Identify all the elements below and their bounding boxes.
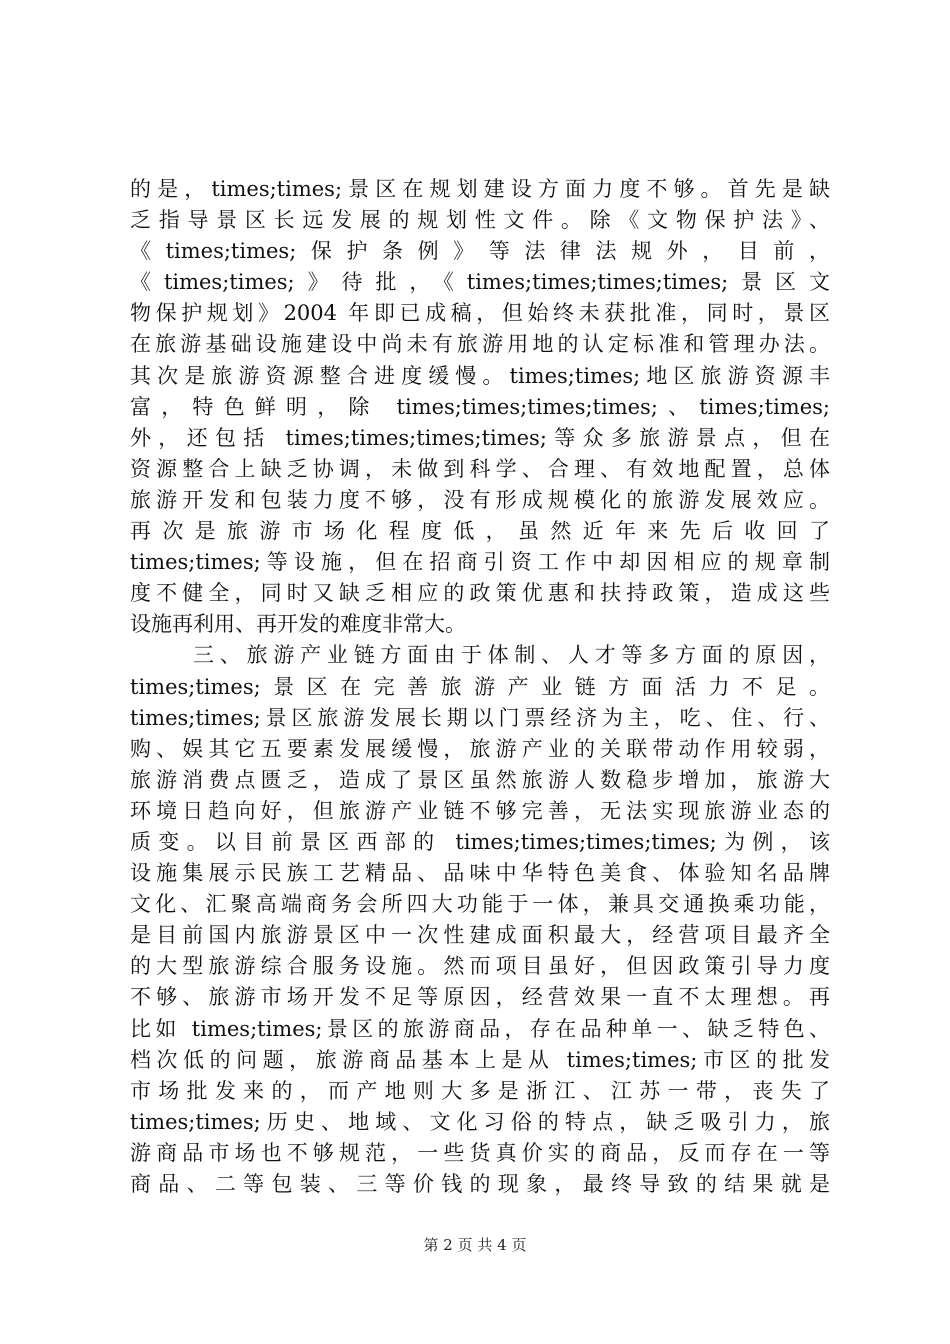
text-line: 旅游开发和包装力度不够，没有形成规模化的旅游发展效应。 <box>130 487 830 512</box>
text-line: 是目前国内旅游景区中一次性建成面积最大，经营项目最齐全 <box>130 923 830 948</box>
text-line: 度不健全，同时又缺乏相应的政策优惠和扶持政策，造成这些 <box>130 581 830 606</box>
text-line: times;times;景区在完善旅游产业链方面活力不足。 <box>130 674 830 699</box>
text-line: 比如 times;times;景区的旅游商品，存在品种单一、缺乏特色、 <box>130 1016 830 1041</box>
text-line: 乏指导景区长远发展的规划性文件。除《文物保护法》、 <box>130 208 830 233</box>
text-line: 资源整合上缺乏协调，未做到科学、合理、有效地配置，总体 <box>130 456 830 481</box>
text-line: 档次低的问题，旅游商品基本上是从 times;times;市区的批发 <box>130 1047 830 1072</box>
text-line: 在旅游基础设施建设中尚未有旅游用地的认定标准和管理办法。 <box>130 332 830 357</box>
text-line: 市场批发来的，而产地则大多是浙江、江苏一带，丧失了 <box>130 1078 830 1103</box>
text-line: 外，还包括 times;times;times;times;等众多旅游景点，但在 <box>130 425 830 450</box>
text-line: 游商品市场也不够规范，一些货真价实的商品，反而存在一等 <box>130 1140 830 1165</box>
text-line: 的是，times;times;景区在规划建设方面力度不够。首先是缺 <box>130 177 830 201</box>
text-line: 文化、汇聚高端商务会所四大功能于一体，兼具交通换乘功能， <box>130 892 830 917</box>
text-line: 物保护规划》2004 年即已成稿，但始终未获批准，同时，景区 <box>130 301 830 326</box>
text-line: times;times;历史、地域、文化习俗的特点，缺乏吸引力，旅 <box>130 1109 830 1134</box>
text-line: 《times;times;保护条例》等法律法规外，目前， <box>130 239 830 264</box>
page-number-footer: 第 2 页 共 4 页 <box>423 1236 527 1254</box>
text-line: 购、娱其它五要素发展缓慢，旅游产业的关联带动作用较弱， <box>130 736 830 761</box>
text-line: 富，特色鲜明，除 times;times;times;times;、times;times; <box>130 394 830 419</box>
text-line: 旅游消费点匮乏，造成了景区虽然旅游人数稳步增加，旅游大 <box>130 767 830 792</box>
text-line: 商品、二等包装、三等价钱的现象，最终导致的结果就是 <box>130 1172 830 1196</box>
text-line: 其次是旅游资源整合进度缓慢。times;times;地区旅游资源丰 <box>130 363 830 388</box>
text-line: 《times;times;》待批，《times;times;times;times;景区文 <box>130 270 830 295</box>
text-line: times;times;等设施，但在招商引资工作中却因相应的规章制 <box>130 550 830 575</box>
paragraph-first-line: 三、旅游产业链方面由于体制、人才等多方面的原因， <box>193 643 830 668</box>
text-line: 设施再利用、再开发的难度非常大。 <box>130 612 466 637</box>
text-line: 不够、旅游市场开发不足等原因，经营效果一直不太理想。再 <box>130 985 830 1010</box>
text-line: times;times;景区旅游发展长期以门票经济为主，吃、住、行、 <box>130 705 830 730</box>
text-line: 环境日趋向好，但旅游产业链不够完善，无法实现旅游业态的 <box>130 798 830 823</box>
text-line: 质变。以目前景区西部的 times;times;times;times;为例，该 <box>130 829 830 854</box>
body-text <box>130 174 830 1200</box>
text-line: 设施集展示民族工艺精品、品味中华特色美食、体验知名品牌 <box>130 861 830 886</box>
text-line: 的大型旅游综合服务设施。然而项目虽好，但因政策引导力度 <box>130 954 830 979</box>
text-line: 再次是旅游市场化程度低，虽然近年来先后收回了 <box>130 519 830 544</box>
